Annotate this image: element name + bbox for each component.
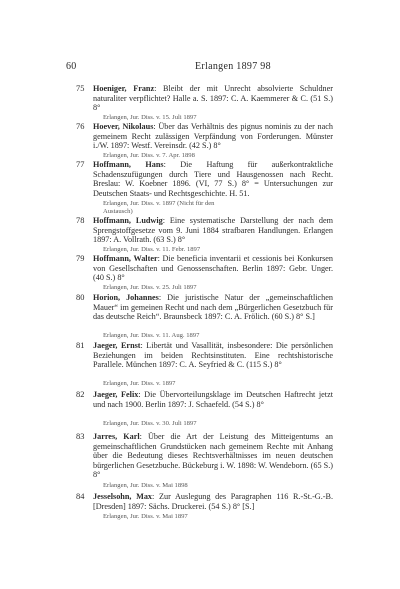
entry-meta: Erlangen, Jur. Diss. v. 25. Juli 1897	[103, 284, 197, 291]
running-title: Erlangen 1897 98	[195, 61, 271, 72]
entry-number: 80	[76, 293, 85, 302]
entry-meta: Erlangen, Jur. Diss. v. 1897	[103, 380, 176, 387]
entry-number: 81	[76, 341, 85, 350]
entry-meta: Erlangen, Jur. Diss. v. 11. Febr. 1897	[103, 246, 201, 253]
author-name: Hoeniger, Franz	[93, 84, 155, 93]
author-name: Jesselsohn, Max	[93, 492, 153, 501]
entry-meta: Erlangen, Jur. Diss. v. 11. Aug. 1897	[103, 332, 200, 339]
author-name: Hoever, Nikolaus	[93, 122, 154, 131]
entry-meta: Erlangen, Jur. Diss. v. 7. Apr. 1898	[103, 152, 195, 159]
entry-text: Hoffmann, Hans: Die Haftung für außerkontraktliche Schadenszufügungen durch Tiere und Hausgenossen nach Recht. Breslau: W. Koebner 1896. (VI, 77 S.) 8° = Untersuchungen zur Deutschen Staats- und Rechtsgeschichte. H. 51.	[93, 160, 333, 198]
author-name: Hoffmann, Hans	[93, 160, 164, 169]
entry-meta: Erlangen, Jur. Diss. v. 1897 (Nicht für den Austausch)	[103, 200, 215, 216]
entry-text: Jaeger, Ernst: Libertät und Vasallität, insbesondere: Die persönlichen Beziehungen im beiden Rechtsinstituten. Eine rechtshistorische Parallele. München 1897: C. A. Seyfried & C. (115 S.) 8°	[93, 341, 333, 370]
entry-meta: Erlangen, Jur. Diss. v. 30. Juli 1897	[103, 420, 197, 427]
entry-text: Hoffmann, Ludwig: Eine systematische Darstellung der nach dem Sprengstoffgesetze vom 9. Juni 1884 strafbaren Handlungen. Erlangen 1897: A. Vollrath. (63 S.) 8°	[93, 216, 333, 245]
entry-number: 76	[76, 122, 85, 131]
entry-text: Hoffmann, Walter: Die beneficia inventarii et cessionis bei Konkursen von Gesellschaften und Genossenschaften. Berlin 1897: Gebr. Unger. (40 S.) 8°	[93, 254, 334, 283]
entry-text: Jesselsohn, Max: Zur Auslegung des Paragraphen 116 R.-St.-G.-B. [Dresden] 1897: Sächs. Druckerei. (54 S.) 8° [S.]	[93, 492, 333, 511]
entry-number: 77	[76, 160, 85, 169]
entry-text: Hoever, Nikolaus: Über das Verhältnis des pignus nominis zu der nach gemeinem Recht zulässigen Verpfändung von Forderungen. Münster i./W. 1897: Westf. Vereinsdr. (42 S.) 8°	[93, 122, 333, 151]
entry-number: 82	[76, 390, 85, 399]
author-name: Jaeger, Ernst	[93, 341, 141, 350]
page-header	[0, 61, 400, 75]
entry-number: 84	[76, 492, 85, 501]
entry-number: 78	[76, 216, 85, 225]
author-name: Horion, Johannes	[93, 293, 159, 302]
entry-number: 75	[76, 84, 85, 93]
entry-text: Jaeger, Felix: Die Übervorteilungsklage im Deutschen Haftrecht jetzt und nach 1900. Berlin 1897: J. Schaefeld. (54 S.) 8°	[93, 390, 333, 409]
entry-text: Hoeniger, Franz: Bleibt der mit Unrecht absolvierte Schuldner naturaliter verpflichtet? Halle a. S. 1897: C. A. Kaemmerer & C. (51 S.) 8°	[93, 84, 333, 113]
entry-text: Jarres, Karl: Über die Art der Leistung des Mitteigentums an gemeinschaftlichen Grundstücken nach gemeinem Rechte mit Anhang über die Bedeutung dieses Rechtsverhältnisses im neuen deutschen bürgerlichen Gesetzbuche. Bückeburg i. W. 1898: W. Wendeborn. (65 S.) 8°	[93, 432, 333, 480]
entry-meta: Erlangen, Jur. Diss. v. Mai 1897	[103, 513, 188, 520]
entry-text: Horion, Johannes: Die juristische Natur der „gemeinschaftlichen Mauer“ im gemeinen Recht und nach dem „Bürgerlichen Gesetzbuch für das deutsche Reich“. Braunsbeck 1897: C. A. Frölich. (60 S.) 8° S.]	[93, 293, 334, 322]
author-name: Jarres, Karl	[93, 432, 140, 441]
entry-meta: Erlangen, Jur. Diss. v. 15. Juli 1897	[103, 114, 197, 121]
entry-number: 83	[76, 432, 85, 441]
entry-meta: Erlangen, Jur. Diss. v. Mai 1898	[103, 482, 188, 489]
page-number: 60	[66, 61, 77, 72]
entry-number: 79	[76, 254, 85, 263]
author-name: Hoffmann, Walter	[93, 254, 158, 263]
author-name: Jaeger, Felix	[93, 390, 139, 399]
author-name: Hoffmann, Ludwig	[93, 216, 163, 225]
